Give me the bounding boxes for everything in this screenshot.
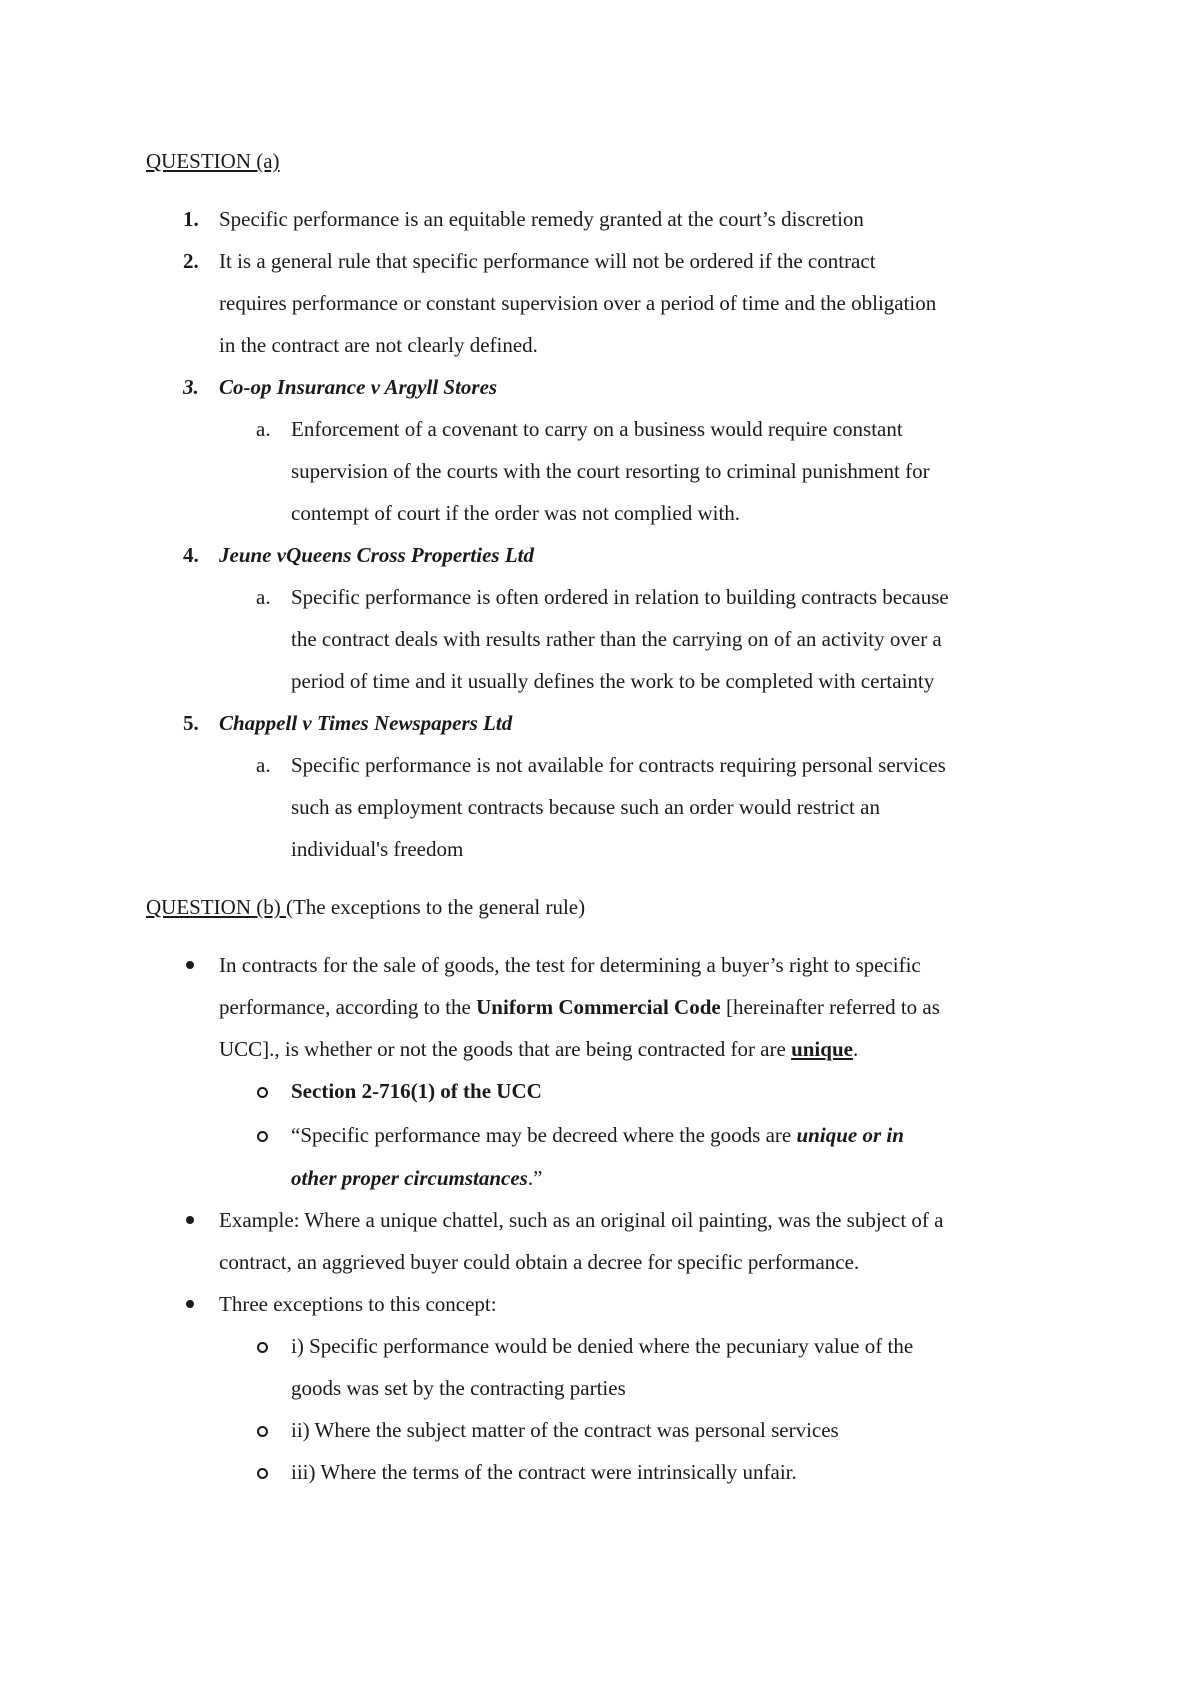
item-1-number: 1. <box>183 207 199 231</box>
item-2-line-1: It is a general rule that specific performance will not be ordered if the contract <box>219 249 876 273</box>
item-4-sub-line-1: Specific performance is often ordered in relation to building contracts because <box>291 585 949 609</box>
bullet-2-line-1: Example: Where a unique chattel, such as an original oil painting, was the subject of a <box>219 1208 944 1232</box>
bullet-1-line-3-post: . <box>852 1037 859 1061</box>
ucc-quote-emphasis: unique or in <box>796 1123 904 1147</box>
exception-1-line-2: goods was set by the contracting parties <box>291 1376 626 1400</box>
item-2-line-2: requires performance or constant supervision over a period of time and the obligation <box>219 291 937 315</box>
section-reference: Section 2-716(1) of the UCC <box>291 1079 542 1103</box>
item-1-text: Specific performance is an equitable remedy granted at the court’s discretion <box>219 207 864 231</box>
bullet-1-line-2-post: [hereinafter referred to as <box>720 995 940 1019</box>
exception-1-line-1: i) Specific performance would be denied where the pecuniary value of the <box>291 1334 914 1358</box>
ring-bullet-icon <box>257 1131 268 1142</box>
item-4-sub-line-3: period of time and it usually defines the work to be completed with certainty <box>291 669 935 693</box>
bullet-icon <box>186 1216 194 1224</box>
ucc-term: Uniform Commercial Code <box>476 995 721 1019</box>
item-3-case: Co-op Insurance v Argyll Stores <box>219 375 498 399</box>
item-4-sub-letter: a. <box>256 585 271 609</box>
item-3-number: 3. <box>183 375 199 399</box>
item-5-sub-letter: a. <box>256 753 271 777</box>
unique-term: unique <box>791 1037 853 1061</box>
item-5-case: Chappell v Times Newspapers Ltd <box>219 711 513 735</box>
bullet-1-line-2-pre: performance, according to the <box>219 995 477 1019</box>
ring-bullet-icon <box>257 1087 268 1098</box>
bullet-icon <box>186 961 194 969</box>
item-5-sub-line-3: individual's freedom <box>291 837 464 861</box>
ring-bullet-icon <box>257 1468 268 1479</box>
item-4-number: 4. <box>183 543 199 567</box>
question-b-heading-row <box>146 892 585 922</box>
item-3-sub-line-2: supervision of the courts with the court resorting to criminal punishment for <box>291 459 930 483</box>
bullet-1-line-1: In contracts for the sale of goods, the test for determining a buyer’s right to specific <box>219 953 921 977</box>
exception-3: iii) Where the terms of the contract were intrinsically unfair. <box>291 1460 797 1484</box>
item-3-sub-line-1: Enforcement of a covenant to carry on a business would require constant <box>291 417 903 441</box>
question-b-heading-note: (The exceptions to the general rule) <box>285 895 586 919</box>
question-a-heading: QUESTION (a) <box>146 149 280 173</box>
ucc-quote-end: .” <box>527 1166 543 1190</box>
bullet-1-line-2 <box>219 992 940 1022</box>
item-5-sub-line-1: Specific performance is not available for contracts requiring personal services <box>291 753 946 777</box>
bullet-1-line-3 <box>219 1034 858 1064</box>
bullet-icon <box>186 1300 194 1308</box>
item-2-line-3: in the contract are not clearly defined. <box>219 333 538 357</box>
bullet-2-line-2: contract, an aggrieved buyer could obtain a decree for specific performance. <box>219 1250 860 1274</box>
item-5-sub-line-2: such as employment contracts because such an order would restrict an <box>291 795 880 819</box>
item-3-sub-line-3: contempt of court if the order was not complied with. <box>291 501 741 525</box>
item-3-sub-letter: a. <box>256 417 271 441</box>
ucc-quote-line-1 <box>291 1120 904 1150</box>
bullet-1-line-3-pre: UCC]., is whether or not the goods that are being contracted for are <box>219 1037 792 1061</box>
ucc-quote-emphasis-2: other proper circumstances <box>291 1166 528 1190</box>
ucc-quote-line-2 <box>291 1163 542 1193</box>
ucc-quote-pre: “Specific performance may be decreed where the goods are <box>291 1123 797 1147</box>
ring-bullet-icon <box>257 1426 268 1437</box>
ring-bullet-icon <box>257 1342 268 1353</box>
question-b-heading: QUESTION (b) <box>146 895 286 919</box>
item-2-number: 2. <box>183 249 199 273</box>
exception-2: ii) Where the subject matter of the contract was personal services <box>291 1418 839 1442</box>
item-4-sub-line-2: the contract deals with results rather than the carrying on of an activity over a <box>291 627 942 651</box>
bullet-3-line-1: Three exceptions to this concept: <box>219 1292 497 1316</box>
item-4-case: Jeune vQueens Cross Properties Ltd <box>219 543 534 567</box>
item-5-number: 5. <box>183 711 199 735</box>
